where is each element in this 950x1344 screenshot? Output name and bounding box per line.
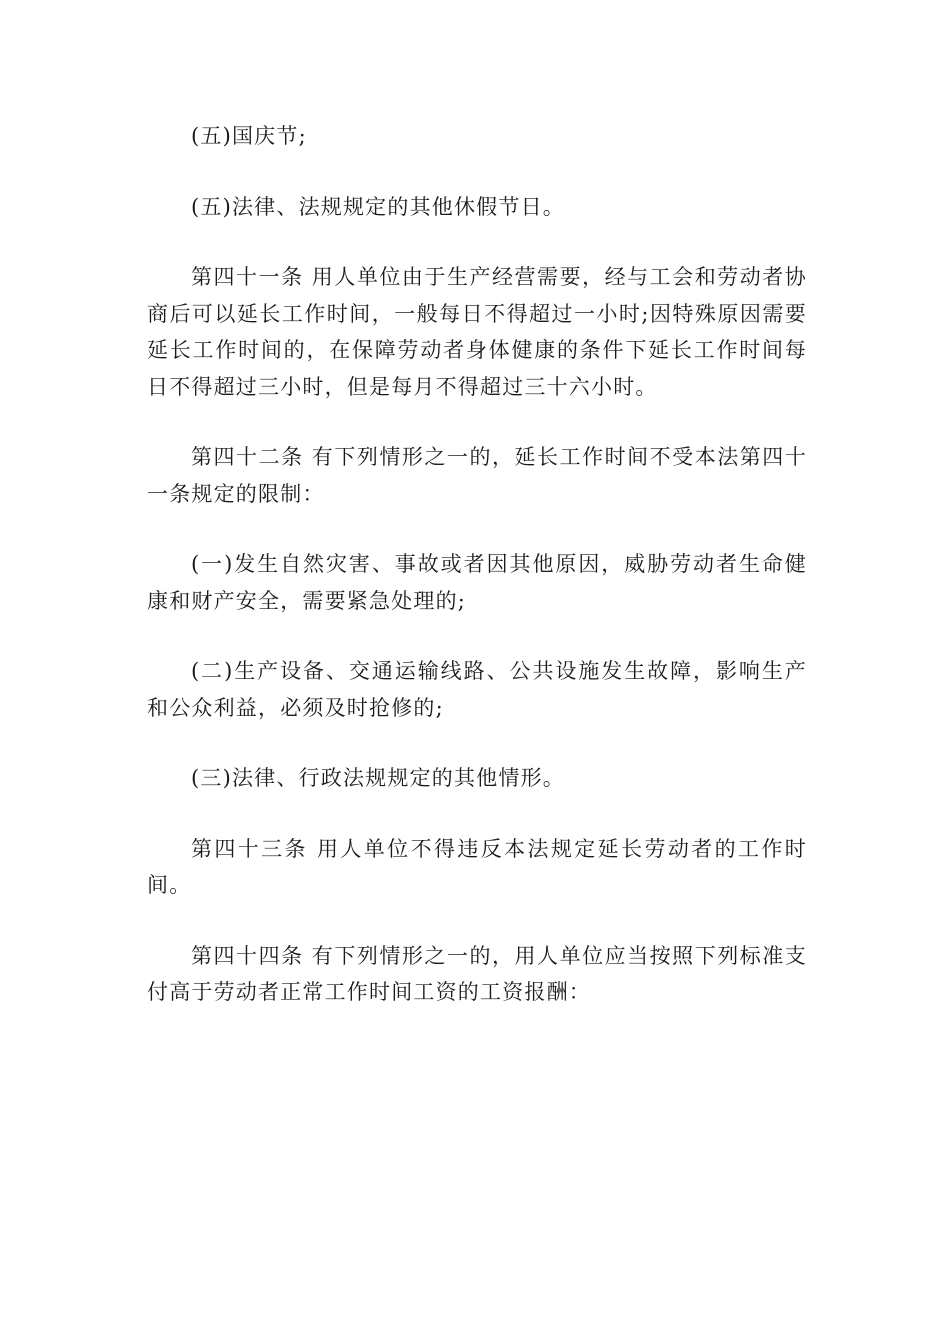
- article-41: 第四十一条 用人单位由于生产经营需要，经与工会和劳动者协商后可以延长工作时间，一般每日不得超过一小时;因特殊原因需要延长工作时间的，在保障劳动者身体健康的条件下延长工作时间每日不得超过三小时，但是每月不得超过三十六小时。: [147, 265, 807, 399]
- article-42-item-1: (一)发生自然灾害、事故或者因其他原因，威胁劳动者生命健康和财产安全，需要紧急处理的;: [147, 552, 807, 613]
- article-43: 第四十三条 用人单位不得违反本法规定延长劳动者的工作时间。: [147, 836, 807, 897]
- article-44: 第四十四条 有下列情形之一的，用人单位应当按照下列标准支付高于劳动者正常工作时间工资的工资报酬：: [147, 943, 807, 1004]
- article-42-item-2: (二)生产设备、交通运输线路、公共设施发生故障，影响生产和公众利益，必须及时抢修的;: [147, 659, 807, 720]
- article-42-item-3: (三)法律、行政法规规定的其他情形。: [191, 766, 565, 790]
- article-42: 第四十二条 有下列情形之一的，延长工作时间不受本法第四十一条规定的限制：: [147, 445, 807, 506]
- list-item-other-holidays: (五)法律、法规规定的其他休假节日。: [191, 194, 565, 219]
- document-body: [147, 118, 807, 1045]
- list-item-national-day: (五)国庆节;: [191, 124, 307, 148]
